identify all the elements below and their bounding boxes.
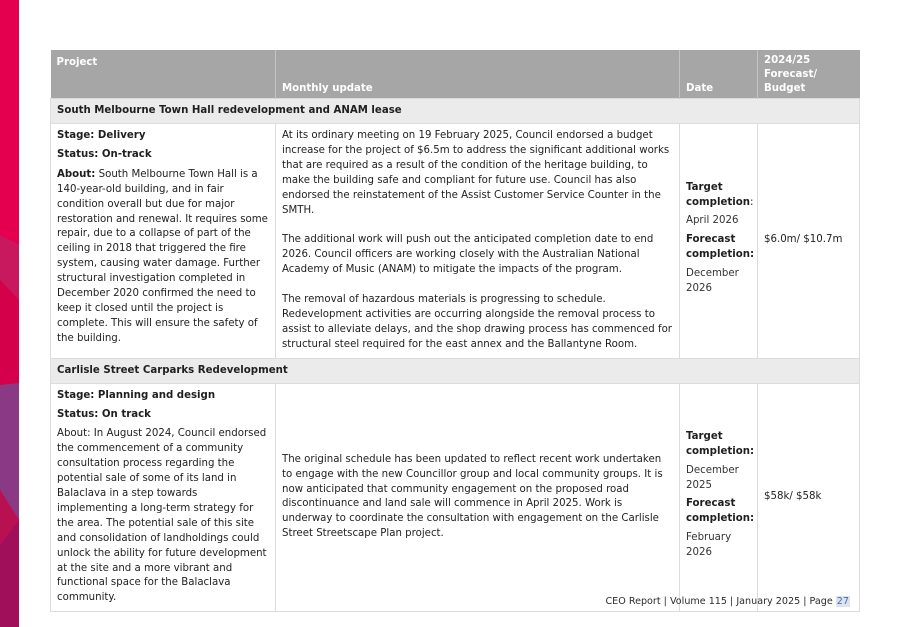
decorative-side-stripe <box>0 0 19 627</box>
target-label-text: Target completion <box>686 181 750 208</box>
target-completion-value: April 2026 <box>686 215 739 227</box>
forecast-completion-value: December 2026 <box>686 268 739 295</box>
project-title: South Melbourne Town Hall redevelopment and ANAM lease <box>51 99 860 124</box>
forecast-completion-value: February 2026 <box>686 532 732 559</box>
project-title: Carlisle Street Carparks Redevelopment <box>51 358 860 383</box>
update-paragraph: The additional work will push out the anticipated completion date to end 2026. Council officers are working closely with the Australian National Academy of Music (ANAM) to mitigate the impacts of the program. <box>282 234 654 276</box>
header-project: Project <box>51 50 276 99</box>
header-monthly-update: Monthly update <box>276 50 680 99</box>
update-paragraph: At its ordinary meeting on 19 February 2025, Council endorsed a budget increase for the project of $6.5m to address the significant additional works that are required as a result of the condition of the heritage building, to make the building safe and compliant for future use. Council has also endorsed the reinstatement of the Assist Customer Service Counter in the SMTH. <box>282 130 670 216</box>
monthly-update-cell <box>276 383 680 612</box>
table-header-row <box>51 50 860 99</box>
update-paragraph: The original schedule has been updated to reflect recent work undertaken to engage with the new Councillor group and local community groups. It is now anticipated that community engagement on the proposed road discontinuance and land sale will commence in April 2025. Work is underway to coordinate the consultation with engagement on the Carlisle Street Streetscape Plan project. <box>282 453 663 540</box>
target-completion-label <box>686 181 754 211</box>
header-forecast-budget <box>758 50 860 99</box>
header-budget-year: 2024/25 <box>764 55 811 66</box>
project-about: About: In August 2024, Council endorsed the commencement of a community consultation process regarding the potential sale of some of its land in Balaclava in a step towards implementing a long-term strategy for the area. The potential sale of this site and consolidation of landholdings could unlock the ability for future development at the site and a more vibrant and functional space for the Balaclava community. <box>57 428 267 604</box>
budget-cell: $58k/ $58k <box>758 383 860 612</box>
project-title-row <box>51 358 860 383</box>
project-info-cell <box>51 383 276 612</box>
header-budget-label: Forecast/ Budget <box>764 69 818 94</box>
header-date: Date <box>680 50 758 99</box>
project-detail-row <box>51 124 860 359</box>
footer-text: CEO Report | Volume 115 | January 2025 | Page <box>605 596 836 607</box>
update-paragraph: The removal of hazardous materials is progressing to schedule. Redevelopment activities are occurring alongside the removal process to assist to alleviate delays, and the shop drawing process has commenced for structural steel required for the east annex and the Ballantyne Room. <box>282 293 672 350</box>
project-info-cell <box>51 124 276 359</box>
target-label-colon: : <box>749 196 754 208</box>
page-number: 27 <box>836 596 849 607</box>
project-status-table <box>50 50 860 612</box>
budget-cell: $6.0m/ $10.7m <box>758 124 860 359</box>
page-footer <box>605 596 850 607</box>
project-status: Status: On track <box>57 408 151 420</box>
date-cell <box>680 383 758 612</box>
project-status: Status: On-track <box>57 149 152 161</box>
about-text: South Melbourne Town Hall is a 140-year-old building, and in fair condition overall but due for major restoration and renewal. It requires some repair, due to a collapse of part of the ceiling in 2018 that triggered the fire system, causing water damage. Further structural investigation completed in December 2020 confirmed the need to keep it closed until the project is complete. This will ensure the safety of the building. <box>57 168 268 344</box>
project-about <box>57 168 269 347</box>
project-stage: Stage: Delivery <box>57 130 146 141</box>
target-completion-value: December 2025 <box>686 464 739 491</box>
forecast-completion-label: Forecast completion: <box>686 498 755 525</box>
target-completion-label: Target completion: <box>686 430 755 457</box>
project-title-row <box>51 99 860 124</box>
project-detail-row <box>51 383 860 612</box>
about-label: About: <box>57 168 96 180</box>
monthly-update-cell <box>276 124 680 359</box>
date-cell <box>680 124 758 359</box>
project-stage: Stage: Planning and design <box>57 389 216 401</box>
forecast-completion-label: Forecast completion: <box>686 234 755 261</box>
